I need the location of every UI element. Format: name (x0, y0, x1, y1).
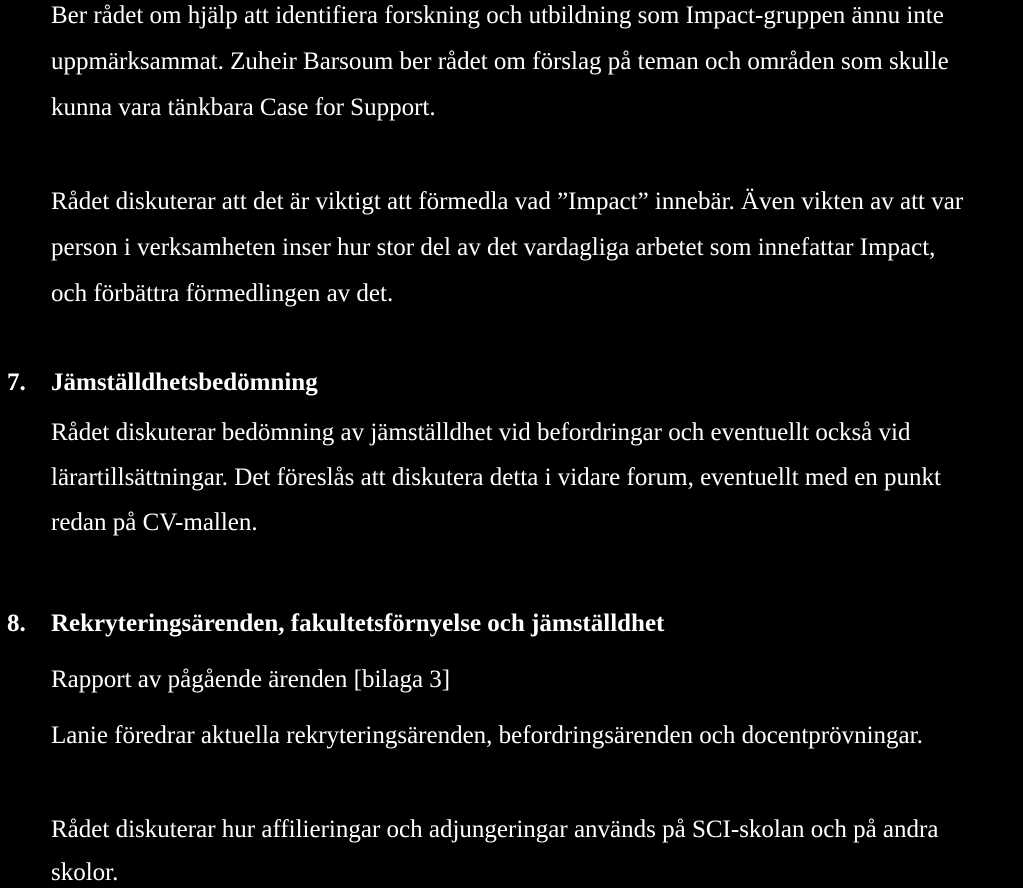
section-heading: Rekryteringsärenden, fakultetsförnyelse och jämställdhet (51, 610, 665, 637)
section-number: 7. (7, 369, 26, 396)
text-line: Rådet diskuterar bedömning av jämställdhet vid befordringar och eventuellt också vid (51, 419, 911, 446)
text-line: och förbättra förmedlingen av det. (51, 280, 394, 307)
text-line: Rådet diskuterar hur affilieringar och adjungeringar används på SCI-skolan och på andra (51, 816, 939, 843)
text-line: person i verksamheten inser hur stor del av det vardagliga arbetet som innefattar Impact, (51, 234, 936, 261)
section-heading: Jämställdhetsbedömning (51, 369, 318, 396)
text-line: lärartillsättningar. Det föreslås att diskutera detta i vidare forum, eventuellt med en punkt (51, 464, 941, 491)
text-line: kunna vara tänkbara Case for Support. (51, 94, 436, 121)
text-line: Rådet diskuterar att det är viktigt att förmedla vad ”Impact” innebär. Även vikten av att var (51, 188, 964, 215)
text-line: skolor. (51, 859, 119, 886)
section-number: 8. (7, 610, 26, 637)
presenter-line: Lanie föredrar aktuella rekryteringsärenden, befordringsärenden och docentprövningar. (51, 722, 923, 749)
text-line: redan på CV-mallen. (51, 509, 258, 536)
report-line: Rapport av pågående ärenden [bilaga 3] (51, 666, 451, 693)
text-line: Ber rådet om hjälp att identifiera forskning och utbildning som Impact-gruppen ännu inte (51, 2, 944, 29)
text-line: uppmärksammat. Zuheir Barsoum ber rådet om förslag på teman och områden som skulle (51, 48, 949, 75)
